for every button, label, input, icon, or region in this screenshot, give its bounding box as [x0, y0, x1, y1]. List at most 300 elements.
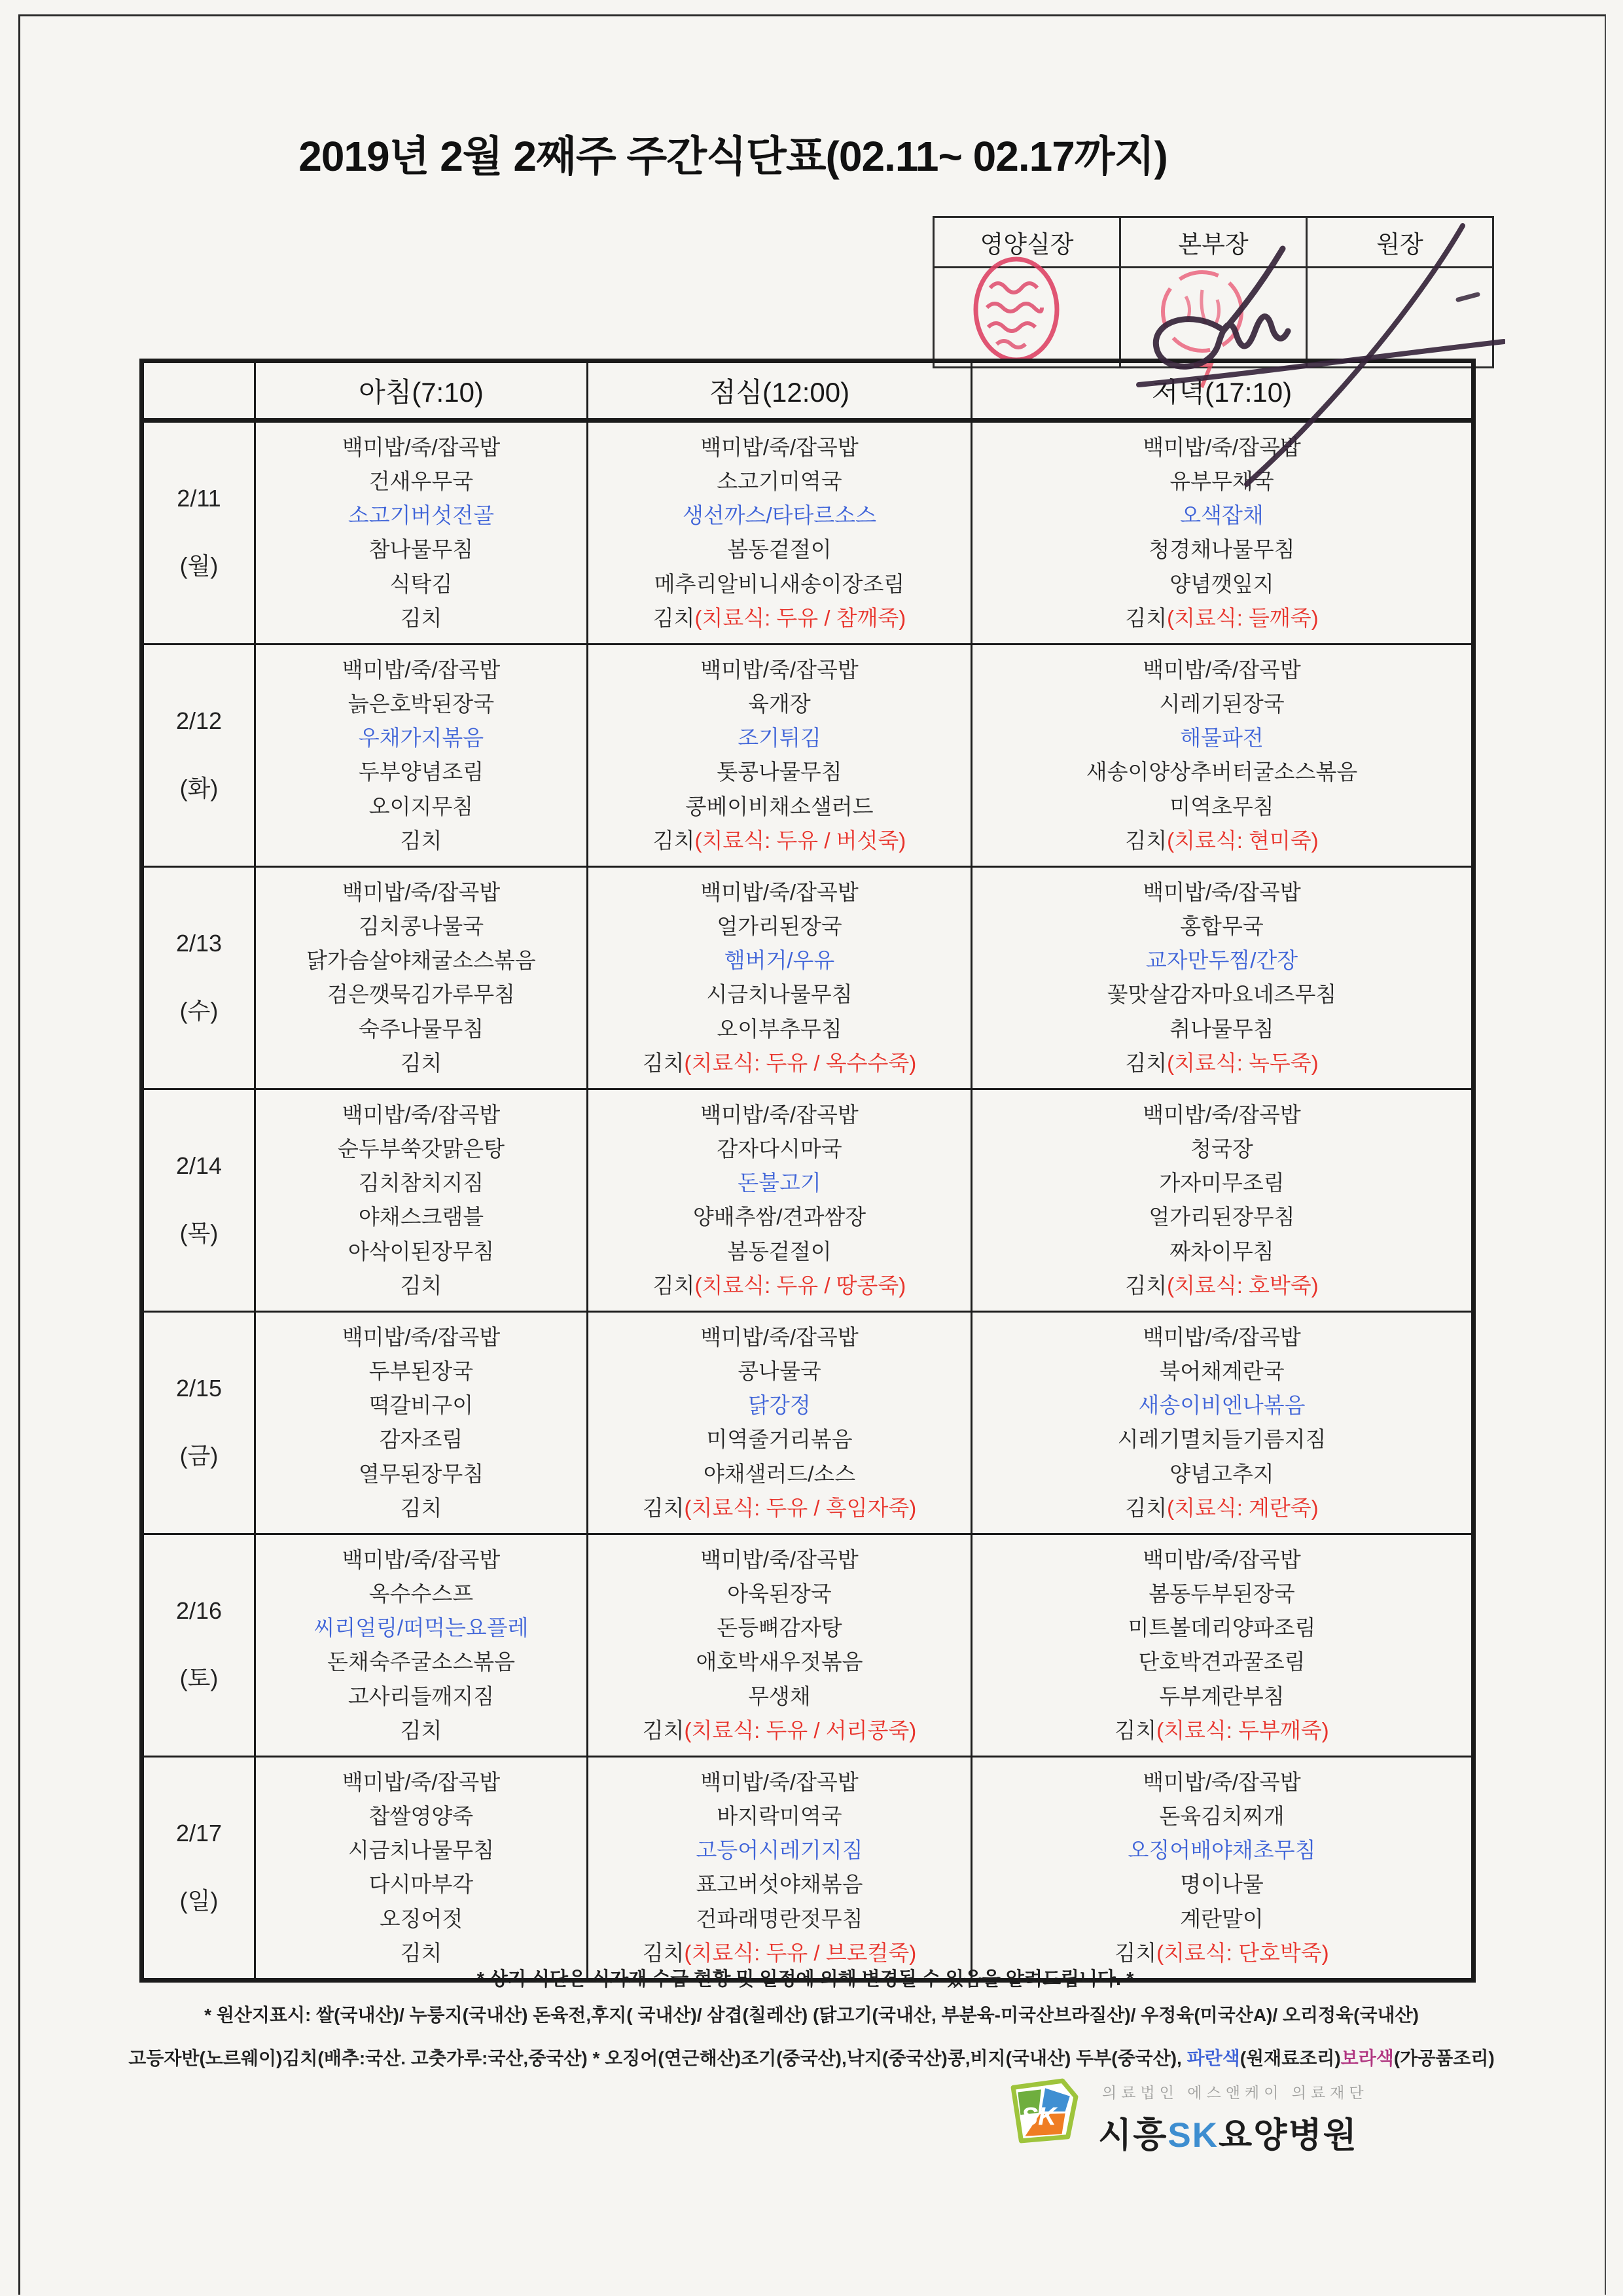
day-row: [142, 1534, 1474, 1757]
menu-item: [390, 573, 453, 596]
menu-item-text: 늙은호박된장국: [348, 692, 495, 716]
menu-item: [693, 1205, 866, 1229]
menu-item: [359, 726, 484, 750]
treatment-note: (치료식: 두유 / 버섯죽): [694, 828, 906, 853]
approval-col-hospital-director: 원장: [1307, 217, 1493, 268]
menu-item-highlight: 오징어배야채초무침: [1128, 1838, 1316, 1863]
lunch-cell: [588, 421, 972, 645]
menu-item-highlight: 고등어시레기지짐: [696, 1838, 863, 1863]
menu-item-text: 북어채계란국: [1159, 1359, 1285, 1384]
menu-item-text: 백미밥/죽/잡곡밥: [1143, 657, 1301, 682]
menu-item: [1159, 1685, 1284, 1708]
menu-item: [1143, 1326, 1300, 1349]
menu-item-text: 백미밥/죽/잡곡밥: [342, 879, 501, 904]
menu-item-text: 봄동겉절이: [727, 1239, 832, 1263]
menu-item: [1169, 1017, 1274, 1041]
menu-item-text: 김치: [652, 605, 695, 630]
sk-shield-logo-icon: [1007, 2078, 1080, 2145]
purple-color-desc: (가공품조리): [1393, 2048, 1495, 2068]
menu-item-highlight: 해물파전: [1180, 726, 1264, 751]
menu-item: [1180, 915, 1264, 938]
menu-item: [1169, 573, 1274, 596]
menu-item: [1169, 470, 1274, 493]
menu-item-text: 콩나물국: [738, 1359, 821, 1384]
lunch-header: 점심(12:00): [588, 361, 972, 421]
menu-item-text: 닭가슴살야채굴소스볶음: [306, 948, 536, 973]
menu-item-text: 새송이양상추버터굴소스볶음: [1086, 760, 1358, 785]
menu-table-body: [142, 421, 1474, 1981]
menu-item-text: 김치: [1125, 1050, 1168, 1075]
menu-item: [342, 436, 500, 459]
weekday-label: (일): [179, 1887, 219, 1914]
menu-item-text: 백미밥/죽/잡곡밥: [342, 434, 501, 459]
date-cell: [142, 421, 255, 645]
menu-item-text: 돈육김치찌개: [1159, 1804, 1285, 1829]
menu-item-text: 미역초무침: [1169, 794, 1274, 819]
menu-item: [369, 1873, 473, 1896]
menu-item-highlight: 닭강정: [748, 1393, 811, 1418]
menu-item-text: 김치: [1125, 828, 1168, 853]
menu-item: [1149, 1205, 1294, 1229]
menu-item-text: 아삭이된장무침: [348, 1239, 495, 1263]
menu-item: [359, 1017, 484, 1041]
menu-item: [700, 436, 858, 459]
breakfast-header: 아침(7:10): [255, 361, 588, 421]
menu-item: [1107, 983, 1337, 1006]
menu-item-text: 봄동두부된장국: [1149, 1581, 1295, 1606]
menu-item: [1159, 1805, 1284, 1828]
menu-item: [1159, 1171, 1284, 1195]
meal-cell-content: [972, 1757, 1471, 1978]
menu-item: [1138, 1394, 1305, 1417]
menu-item-text: 백미밥/죽/잡곡밥: [700, 1769, 859, 1794]
menu-item: [380, 1428, 463, 1451]
menu-item-text: 콩베이비채소샐러드: [685, 794, 874, 819]
menu-item-text: 백미밥/죽/잡곡밥: [342, 1324, 501, 1349]
breakfast-cell: [255, 645, 588, 867]
menu-item: [369, 1805, 473, 1828]
menu-item: [342, 881, 500, 904]
menu-item: [401, 607, 442, 630]
menu-item: [727, 538, 831, 561]
menu-item: [369, 1394, 473, 1417]
hospital-logo: [1007, 2078, 1368, 2157]
menu-item-text: 다시마부각: [368, 1872, 474, 1897]
menu-item-text: 백미밥/죽/잡곡밥: [342, 1547, 501, 1572]
lunch-cell: [588, 867, 972, 1089]
menu-item: [1138, 1650, 1305, 1674]
purple-color-key: 보라색: [1340, 2048, 1394, 2068]
dinner-cell: [972, 1534, 1474, 1757]
menu-item: [342, 1103, 500, 1127]
menu-item-text: 백미밥/죽/잡곡밥: [700, 1102, 859, 1127]
menu-item-text: 봄동겉절이: [727, 537, 832, 562]
meal-cell-content: [588, 1090, 971, 1311]
menu-item: [696, 1650, 863, 1674]
menu-item: [401, 1496, 442, 1520]
lunch-cell: [588, 1312, 972, 1534]
meal-cell-content: [972, 1535, 1471, 1756]
menu-item: [643, 1051, 917, 1075]
menu-item: [1143, 1103, 1300, 1127]
menu-item-text: 순두부쑥갓맑은탕: [337, 1137, 505, 1161]
menu-item: [401, 829, 442, 853]
menu-item-text: 김치: [1115, 1940, 1157, 1965]
stamp-cell-nutrition-chief: [934, 268, 1120, 368]
menu-item: [1180, 504, 1264, 527]
menu-item: [1143, 1771, 1300, 1794]
menu-item-text: 김치: [400, 1718, 442, 1742]
menu-item: [306, 949, 536, 972]
menu-item-text: 참나물무침: [368, 537, 474, 562]
menu-item: [359, 1205, 484, 1229]
menu-item: [700, 1326, 858, 1349]
menu-table-header-row: [142, 361, 1474, 421]
menu-item-text: 시금치나물무침: [348, 1838, 495, 1863]
menu-item: [1125, 1051, 1318, 1075]
menu-item: [748, 1685, 811, 1708]
menu-item-text: 오이지무침: [368, 794, 474, 819]
menu-item-text: 시금치나물무침: [706, 982, 853, 1007]
meal-cell-content: [588, 645, 971, 866]
menu-item-text: 명이나물: [1180, 1872, 1264, 1897]
menu-item-text: 육개장: [748, 692, 811, 716]
lunch-cell: [588, 645, 972, 867]
blue-color-desc: (원재료조리): [1240, 2048, 1341, 2068]
menu-item-text: 아욱된장국: [727, 1581, 832, 1606]
menu-item: [683, 504, 876, 527]
menu-item: [342, 1548, 500, 1572]
day-row: [142, 421, 1474, 645]
menu-item: [1086, 760, 1357, 784]
treatment-note: (치료식: 호박죽): [1167, 1273, 1319, 1298]
menu-item: [1143, 658, 1300, 682]
date-label: 2/16: [175, 1597, 223, 1624]
origin-labeling-line1: * 원산지표시: 쌀(국내산)/ 누룽지(국내산) 돈육전,후지( 국내산)/ 삼겹(칠레산) (닭고기(국내산, 부분육-미국산브라질산)/ 우정육(미국산A)/ 오리정육(국내산): [204, 2005, 1419, 2025]
menu-item: [717, 1616, 842, 1640]
menu-item-highlight: 돈불고기: [738, 1171, 821, 1195]
date-label: 2/11: [177, 485, 221, 512]
menu-item-highlight: 씨리얼링/떠먹는요플레: [313, 1616, 529, 1640]
meal-cell-content: [972, 868, 1471, 1088]
menu-item-text: 얼가리된장무침: [1149, 1205, 1295, 1229]
meal-cell-content: [256, 423, 586, 643]
meal-cell-content: [588, 1313, 971, 1533]
breakfast-cell: [255, 1312, 588, 1534]
date-label: 2/13: [175, 930, 223, 957]
menu-item-text: 양념깻잎지: [1169, 571, 1274, 596]
weekday-label: (토): [179, 1665, 219, 1691]
menu-item: [643, 1941, 917, 1965]
menu-item-text: 백미밥/죽/잡곡밥: [1143, 1769, 1301, 1794]
meal-cell-content: [256, 1757, 586, 1978]
menu-item: [738, 1171, 821, 1195]
day-row: [142, 867, 1474, 1089]
menu-item: [727, 1582, 831, 1606]
menu-item: [348, 504, 494, 527]
menu-item: [700, 1771, 858, 1794]
menu-item: [342, 1326, 500, 1349]
menu-item: [738, 1360, 821, 1383]
menu-item-text: 김치: [400, 1050, 442, 1075]
stamp-cell-headquarters-chief: [1120, 268, 1307, 368]
menu-item: [643, 1496, 917, 1520]
menu-item-text: 꽃맛살감자마요네즈무침: [1107, 982, 1337, 1007]
weekday-label: (월): [179, 552, 219, 579]
menu-item: [342, 658, 500, 682]
menu-item: [342, 1771, 500, 1794]
menu-item: [717, 470, 842, 493]
change-notice: * 상기 식단은 식자재 수급 현황 및 일정에 의해 변경될 수 있음을 알려드립니다. *: [476, 1969, 1134, 1990]
menu-item: [643, 1719, 917, 1742]
menu-item: [706, 1428, 852, 1451]
menu-item-highlight: 우채가지볶음: [358, 726, 484, 751]
menu-item-text: 숙주나물무침: [358, 1016, 484, 1041]
menu-item: [686, 795, 874, 819]
treatment-note: (치료식: 두유 / 옥수수죽): [684, 1050, 917, 1075]
treatment-note: (치료식: 두유 / 흑임자죽): [684, 1495, 917, 1520]
menu-item-text: 김치: [642, 1495, 685, 1520]
menu-item: [348, 1685, 494, 1708]
menu-item-text: 짜차이무침: [1169, 1239, 1274, 1263]
menu-item: [696, 1907, 863, 1931]
menu-item: [1118, 1428, 1327, 1451]
menu-item-text: 오이부추무침: [717, 1016, 842, 1041]
document-title: 2019년 2월 2째주 주간식단표(02.11~ 02.17까지): [298, 133, 1168, 180]
menu-item: [653, 1274, 906, 1298]
menu-item-text: 식탁김: [389, 571, 453, 596]
menu-item-text: 백미밥/죽/잡곡밥: [1143, 434, 1301, 459]
menu-item-text: 김치: [400, 1273, 442, 1298]
menu-item: [1125, 1274, 1318, 1298]
menu-item-text: 김치: [1115, 1718, 1157, 1742]
menu-item-text: 두부양념조림: [358, 760, 484, 785]
menu-item-text: 돈채숙주굴소스볶음: [327, 1650, 515, 1674]
menu-item: [1169, 1240, 1274, 1263]
dinner-cell: [972, 1089, 1474, 1312]
menu-item-text: 백미밥/죽/잡곡밥: [342, 1769, 501, 1794]
menu-item: [700, 881, 858, 904]
menu-item: [1180, 1907, 1264, 1931]
menu-item-text: 야채스크램블: [358, 1205, 484, 1229]
weekday-label: (수): [179, 997, 219, 1024]
menu-item-text: 김치: [400, 1495, 442, 1520]
menu-item: [653, 607, 906, 630]
date-column-header: [142, 361, 255, 421]
treatment-note: (치료식: 두유 / 참깨죽): [694, 605, 906, 630]
menu-item-text: 백미밥/죽/잡곡밥: [1143, 1547, 1301, 1572]
menu-item: [1143, 436, 1300, 459]
meal-cell-content: [256, 1535, 586, 1756]
date-label: 2/14: [175, 1152, 223, 1179]
menu-item-text: 김치참치지짐: [358, 1171, 484, 1195]
svg-text:SK: SK: [1021, 2102, 1057, 2131]
menu-item: [1169, 1462, 1274, 1486]
menu-item: [700, 658, 858, 682]
stamp-cell-hospital-director: [1307, 268, 1493, 368]
menu-item: [1149, 1582, 1294, 1606]
menu-item: [1159, 692, 1284, 716]
menu-item-text: 두부된장국: [368, 1359, 474, 1384]
menu-item: [338, 1137, 505, 1161]
menu-item-text: 시레기된장국: [1159, 692, 1285, 716]
menu-item-text: 감자다시마국: [717, 1137, 842, 1161]
menu-item-highlight: 교자만두찜/간장: [1145, 948, 1298, 973]
menu-table: [139, 359, 1476, 1983]
menu-item-text: 메추리알비니새송이장조림: [654, 571, 905, 596]
menu-item: [1128, 1616, 1316, 1640]
date-cell: [142, 1757, 255, 1981]
menu-item-text: 표고버섯야채볶음: [696, 1872, 863, 1897]
menu-item-text: 바지락미역국: [717, 1804, 842, 1829]
foundation-name: 의료법인 에스앤케이 의료재단: [1102, 2084, 1368, 2101]
menu-item: [653, 829, 906, 853]
date-cell: [142, 1534, 255, 1757]
menu-item-text: 김치: [652, 828, 695, 853]
menu-item-text: 미트볼데리양파조림: [1128, 1616, 1316, 1640]
day-row: [142, 1312, 1474, 1534]
menu-item-text: 양념고추지: [1169, 1461, 1274, 1486]
menu-item: [654, 573, 905, 596]
meal-cell-content: [588, 1757, 971, 1978]
meal-cell-content: [588, 868, 971, 1088]
breakfast-cell: [255, 421, 588, 645]
lunch-cell: [588, 1757, 972, 1981]
treatment-note: (치료식: 들깨죽): [1167, 605, 1319, 630]
menu-item-text: 백미밥/죽/잡곡밥: [1143, 879, 1301, 904]
meal-cell-content: [972, 423, 1471, 643]
menu-item: [727, 1240, 831, 1263]
day-row: [142, 1089, 1474, 1312]
menu-item: [401, 1051, 442, 1075]
date-label: 2/12: [175, 707, 223, 734]
treatment-note: (치료식: 단호박죽): [1156, 1940, 1329, 1965]
menu-item-text: 백미밥/죽/잡곡밥: [700, 1324, 859, 1349]
breakfast-cell: [255, 867, 588, 1089]
meal-cell-content: [972, 1313, 1471, 1533]
menu-item-text: 백미밥/죽/잡곡밥: [1143, 1324, 1301, 1349]
menu-item-text: 백미밥/죽/잡곡밥: [1143, 1102, 1301, 1127]
menu-item: [748, 1394, 811, 1417]
menu-item: [717, 1017, 842, 1041]
menu-item: [314, 1616, 529, 1640]
menu-item-text: 야채샐러드/소스: [703, 1461, 856, 1486]
dinner-cell: [972, 867, 1474, 1089]
menu-item: [717, 1805, 842, 1828]
origin-line2-text: 고등자반(노르웨이)김치(배추:국산. 고춧가루:국산,중국산) * 오징어(연근해산)조기(중국산),낙지(중국산)콩,비지(국내산) 두부(중국산),: [128, 2048, 1187, 2068]
menu-item: [748, 692, 811, 716]
approval-col-nutrition-chief: 영양실장: [934, 217, 1120, 268]
date-cell: [142, 645, 255, 867]
menu-item-text: 양배추쌈/견과쌈장: [692, 1205, 866, 1229]
menu-item: [369, 1360, 473, 1383]
menu-item-text: 김치: [400, 828, 442, 853]
menu-item-text: 홍합무국: [1180, 914, 1264, 939]
meal-cell-content: [256, 1313, 586, 1533]
hospital-name-prefix: 시흥: [1098, 2116, 1168, 2155]
approval-table: [933, 216, 1494, 368]
menu-item-text: 백미밥/죽/잡곡밥: [700, 879, 859, 904]
menu-item-text: 애호박새우젓볶음: [696, 1650, 863, 1674]
menu-item: [369, 1582, 473, 1606]
menu-item: [327, 983, 515, 1006]
menu-item-text: 김치: [642, 1940, 685, 1965]
treatment-note: (치료식: 현미죽): [1167, 828, 1319, 853]
menu-item-text: 김치: [652, 1273, 695, 1298]
menu-item: [696, 1873, 863, 1896]
meal-cell-content: [972, 645, 1471, 866]
menu-item-text: 청경채나물무침: [1149, 537, 1295, 562]
origin-labeling-line2: [0, 2044, 1623, 2070]
menu-item-highlight: 조기튀김: [738, 726, 821, 751]
menu-item: [1125, 607, 1318, 630]
weekday-label: (목): [179, 1220, 219, 1246]
hospital-name: [1098, 2108, 1368, 2157]
menu-item-text: 유부무채국: [1169, 469, 1274, 494]
menu-item-text: 열무된장무침: [358, 1461, 484, 1486]
menu-item: [1143, 1548, 1300, 1572]
day-row: [142, 645, 1474, 867]
menu-item: [717, 760, 842, 784]
menu-item: [369, 470, 473, 493]
menu-item-text: 김치: [400, 605, 442, 630]
menu-item-text: 두부계란부침: [1159, 1684, 1285, 1708]
menu-item-text: 찹쌀영양죽: [368, 1804, 474, 1829]
menu-item: [1128, 1839, 1316, 1862]
treatment-note: (치료식: 계란죽): [1167, 1495, 1319, 1520]
menu-item: [359, 760, 484, 784]
menu-item: [738, 726, 821, 750]
menu-item: [1125, 1496, 1318, 1520]
meal-cell-content: [588, 423, 971, 643]
menu-item-text: 백미밥/죽/잡곡밥: [700, 657, 859, 682]
dinner-cell: [972, 1312, 1474, 1534]
menu-item-text: 김치: [1125, 1495, 1168, 1520]
day-row: [142, 1757, 1474, 1981]
dinner-cell: [972, 645, 1474, 867]
meal-cell-content: [256, 645, 586, 866]
menu-item-text: 옥수수스프: [368, 1581, 474, 1606]
blue-color-key: 파란색: [1186, 2048, 1240, 2068]
menu-item-text: 가자미무조림: [1159, 1171, 1285, 1195]
menu-item-text: 돈등뼈감자탕: [717, 1616, 842, 1640]
menu-item: [359, 1462, 484, 1486]
weekday-label: (금): [179, 1442, 219, 1469]
meal-cell-content: [256, 868, 586, 1088]
menu-item-text: 건새우무국: [368, 469, 474, 494]
menu-item: [1190, 1137, 1253, 1161]
menu-item: [717, 1137, 842, 1161]
dinner-cell: [972, 1757, 1474, 1981]
menu-item: [401, 1274, 442, 1298]
menu-item-text: 김치: [1125, 1273, 1168, 1298]
menu-item-text: 백미밥/죽/잡곡밥: [700, 434, 859, 459]
treatment-note: (치료식: 두유 / 브로컬죽): [684, 1940, 917, 1965]
menu-item: [327, 1650, 515, 1674]
menu-item-text: 고사리들깨지짐: [348, 1684, 495, 1708]
menu-item: [380, 1907, 463, 1931]
menu-item-text: 건파래명란젓무침: [696, 1906, 863, 1931]
menu-item-text: 감자조림: [379, 1427, 463, 1452]
menu-item-highlight: 소고기버섯전골: [348, 503, 495, 528]
dinner-header: 저녁(17:10): [972, 361, 1474, 421]
menu-item: [696, 1839, 863, 1862]
menu-item: [700, 1548, 858, 1572]
menu-item: [1180, 1873, 1264, 1896]
menu-item: [704, 1462, 855, 1486]
menu-item-highlight: 햄버거/우유: [724, 948, 835, 973]
menu-item-text: 김치: [400, 1940, 442, 1965]
